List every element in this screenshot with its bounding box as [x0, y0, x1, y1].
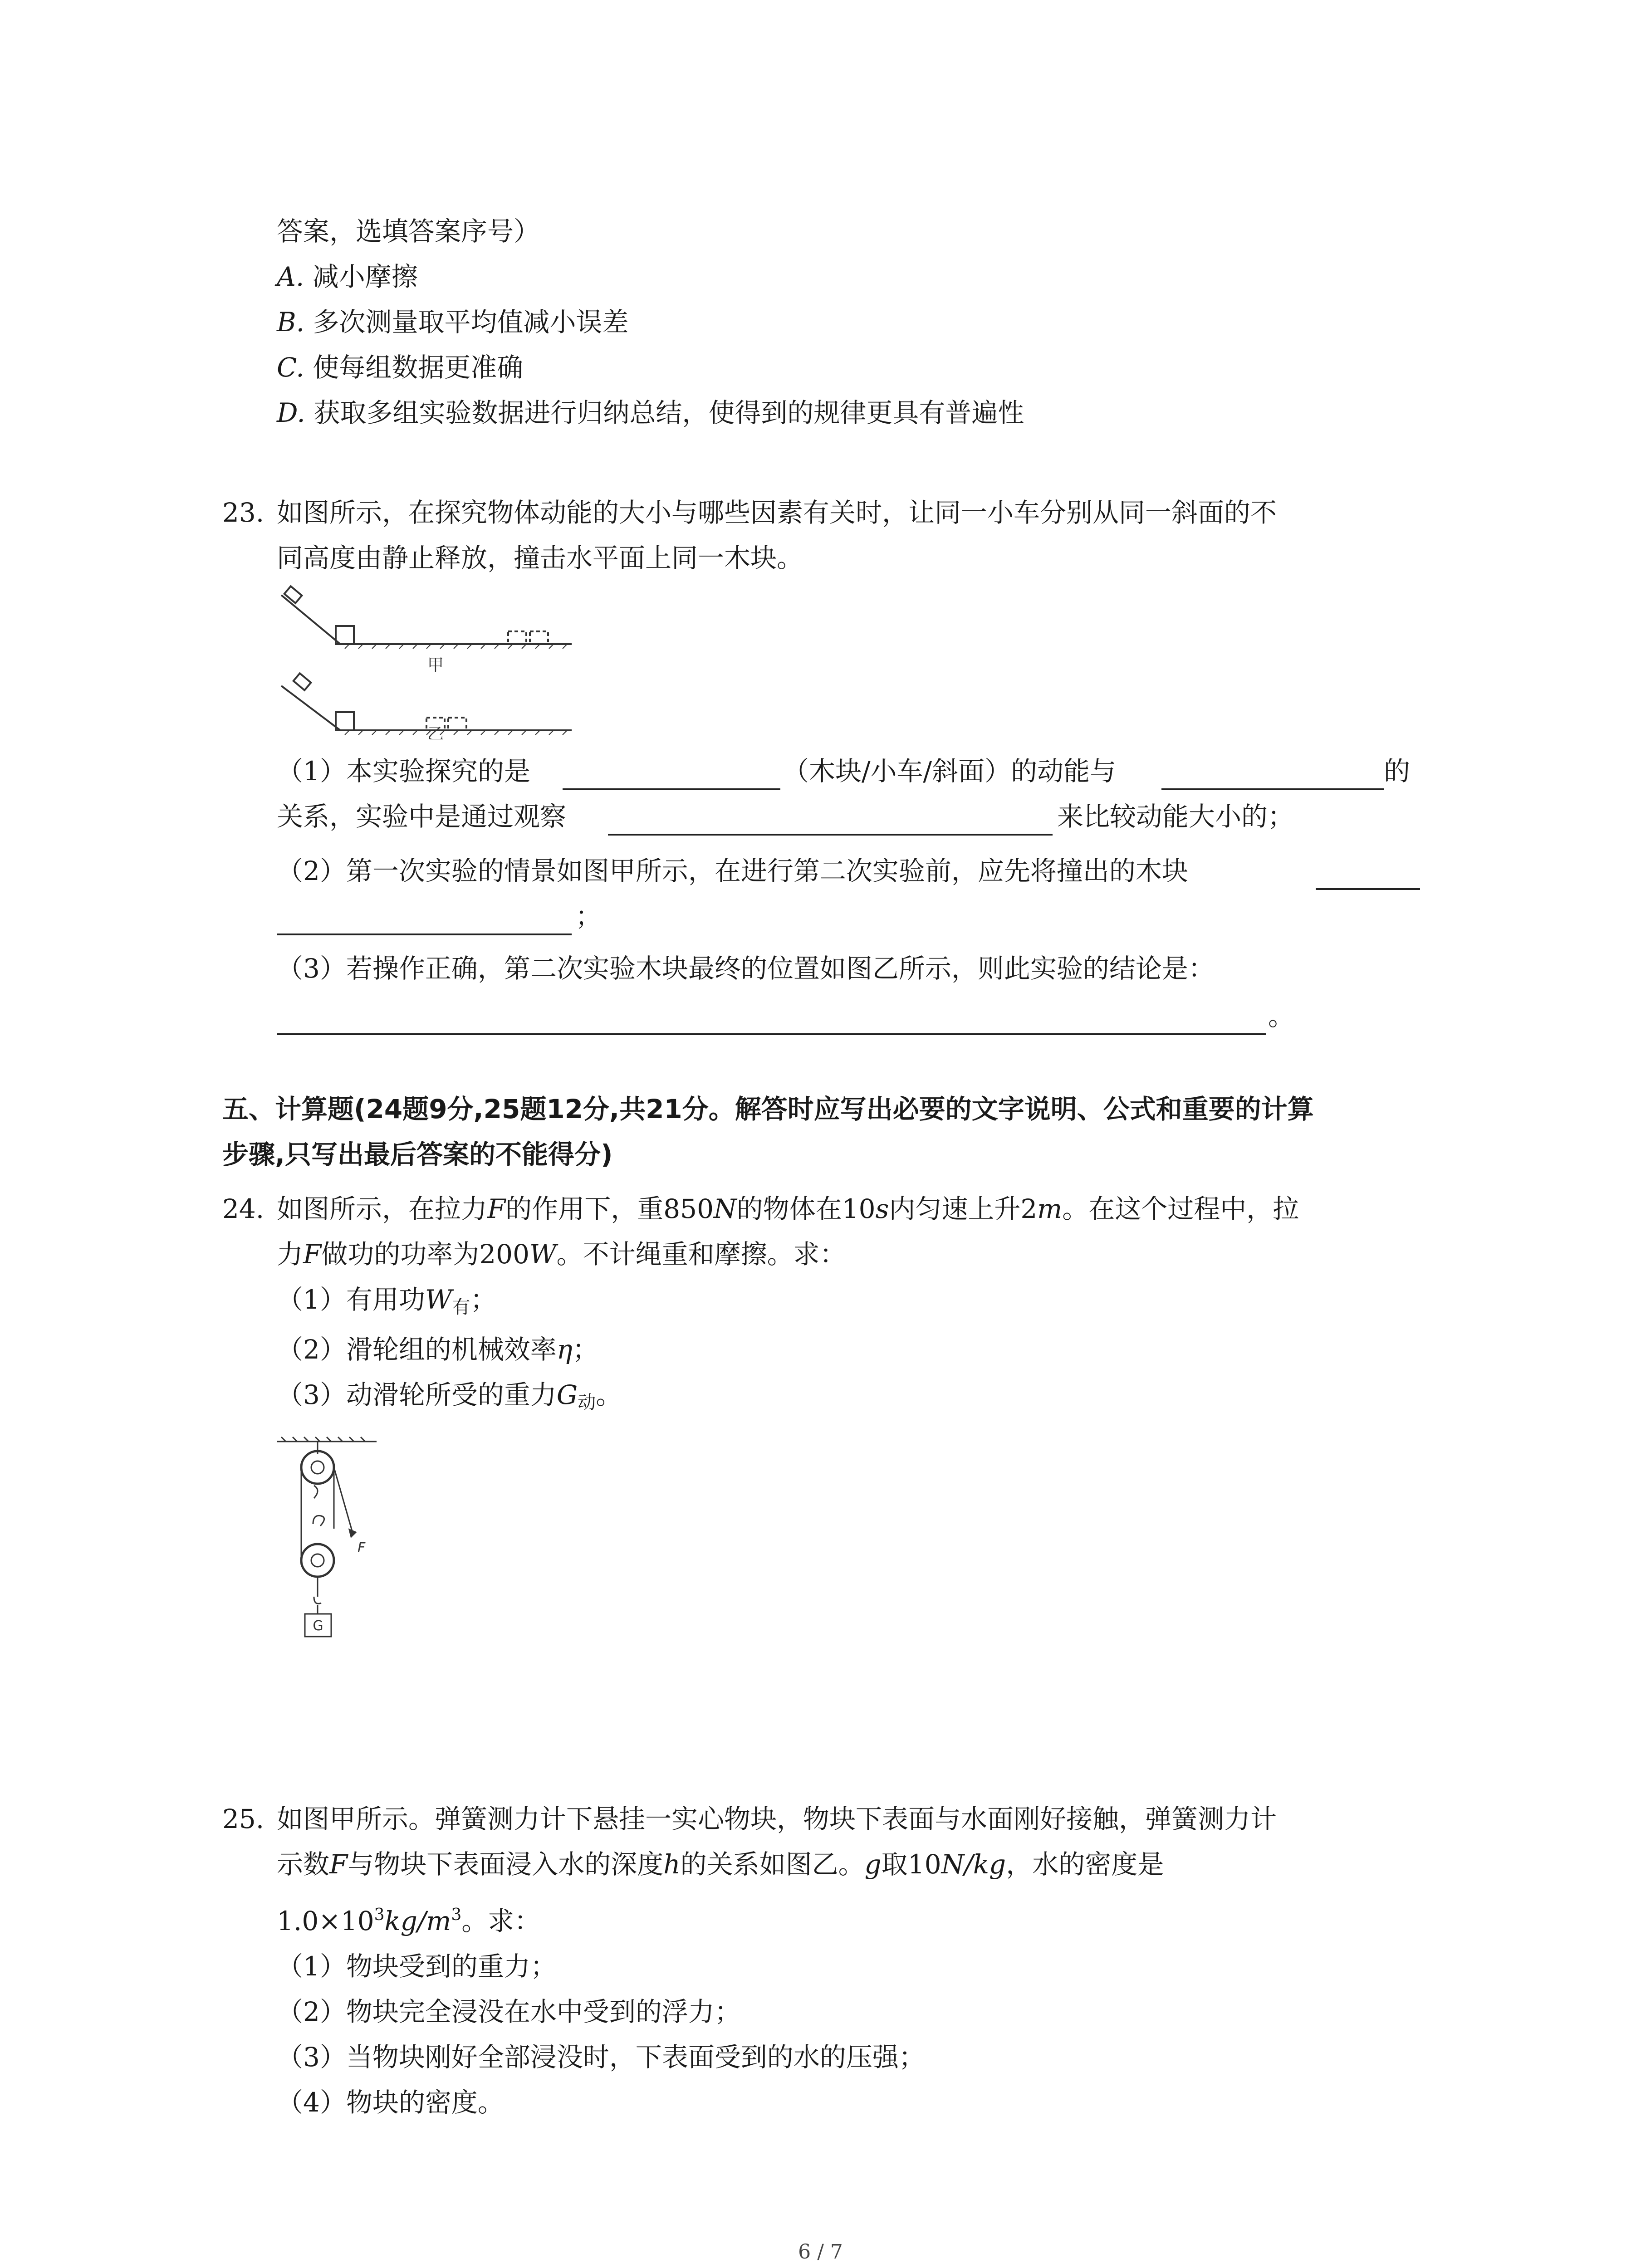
- q23-blank-2[interactable]: [1161, 788, 1384, 790]
- weight-label-g: G: [313, 1618, 323, 1634]
- figure-label-jia: 甲: [427, 656, 444, 675]
- q23-sub1-e: 来比较动能大小的；: [1057, 801, 1294, 832]
- q22-option-d: D. 获取多组实验数据进行归纳总结，使得到的规律更具有普遍性: [277, 397, 1024, 428]
- q25-sub4: （4）物块的密度。: [277, 2087, 504, 2118]
- section5-heading-line1: 五、计算题(24题9分,25题12分,共21分。解答时应写出必要的文字说明、公式和重要的计算: [222, 1094, 1314, 1124]
- q23-stem-line1: 如图所示，在探究物体动能的大小与哪些因素有关时，让同一小车分别从同一斜面的不: [277, 497, 1277, 528]
- force-label-f: F: [358, 1540, 366, 1556]
- q23-sub1-a: （1）本实验探究的是: [277, 756, 530, 787]
- q23-blank-5[interactable]: [277, 1033, 1266, 1035]
- q25-line2: 示数F与物块下表面浸入水的深度h的关系如图乙。g取10N/kg，水的密度是: [277, 1849, 1164, 1880]
- q25-number: 25.: [222, 1804, 265, 1834]
- q23-blank-1[interactable]: [563, 788, 780, 790]
- q24-number: 24.: [222, 1193, 265, 1224]
- incline-cart-figure: [272, 581, 581, 739]
- section5-heading-line2: 步骤,只写出最后答案的不能得分): [222, 1139, 613, 1170]
- q23-number: 23.: [222, 497, 265, 528]
- figure-label-yi: 乙: [427, 725, 444, 739]
- q22-option-c: C. 使每组数据更准确: [277, 352, 524, 383]
- page-number: 6 / 7: [798, 2240, 843, 2263]
- q22-line0: 答案，选填答案序号）: [277, 216, 540, 247]
- q23-stem-line2: 同高度由静止释放，撞击水平面上同一木块。: [277, 543, 803, 573]
- q22-option-a: A. 减小摩擦: [277, 261, 418, 292]
- q23-blank-3[interactable]: [608, 834, 1053, 836]
- q23-blank-4a[interactable]: [1316, 888, 1420, 890]
- q24-sub3: （3）动滑轮所受的重力$G_动$。: [277, 1379, 622, 1413]
- q23-sub1-b: （木块/小车/斜面）的动能与: [783, 756, 1117, 787]
- q23-sub3-a: （3）若操作正确，第二次实验木块最终的位置如图乙所示，则此实验的结论是：: [277, 953, 1215, 984]
- q25-sub3: （3）当物块刚好全部浸没时，下表面受到的水的压强；: [277, 2042, 925, 2072]
- q24-sub2: （2）滑轮组的机械效率η；: [277, 1334, 599, 1365]
- q23-sub1-d: 关系，实验中是通过观察: [277, 801, 567, 832]
- q23-sub2-a: （2）第一次实验的情景如图甲所示，在进行第二次实验前，应先将撞出的木块: [277, 855, 1188, 886]
- q23-blank-4b[interactable]: [277, 934, 572, 935]
- q24-line2: 力F做功的功率为200W。不计绳重和摩擦。求：: [277, 1239, 846, 1270]
- q25-line3: $1.0\times 10^3kg/m^3$。求：: [277, 1906, 541, 1936]
- q24-line1: 如图所示，在拉力F的作用下，重850N的物体在10s内匀速上升2m。在这个过程中，拉: [277, 1193, 1299, 1224]
- q23-sub2-b: ；: [575, 901, 602, 932]
- q25-sub1: （1）物块受到的重力；: [277, 1951, 557, 1982]
- pulley-system-figure: [272, 1433, 390, 1674]
- q23-sub1-c: 的: [1384, 756, 1411, 787]
- q25-line1: 如图甲所示。弹簧测力计下悬挂一实心物块，物块下表面与水面刚好接触，弹簧测力计: [277, 1804, 1277, 1834]
- q22-option-b: B. 多次测量取平均值减小误差: [277, 307, 629, 337]
- q24-sub1: （1）有用功$W_有$；: [277, 1284, 497, 1318]
- q25-sub2: （2）物块完全浸没在水中受到的浮力；: [277, 1996, 741, 2027]
- q23-sub3-b: 。: [1268, 1001, 1295, 1031]
